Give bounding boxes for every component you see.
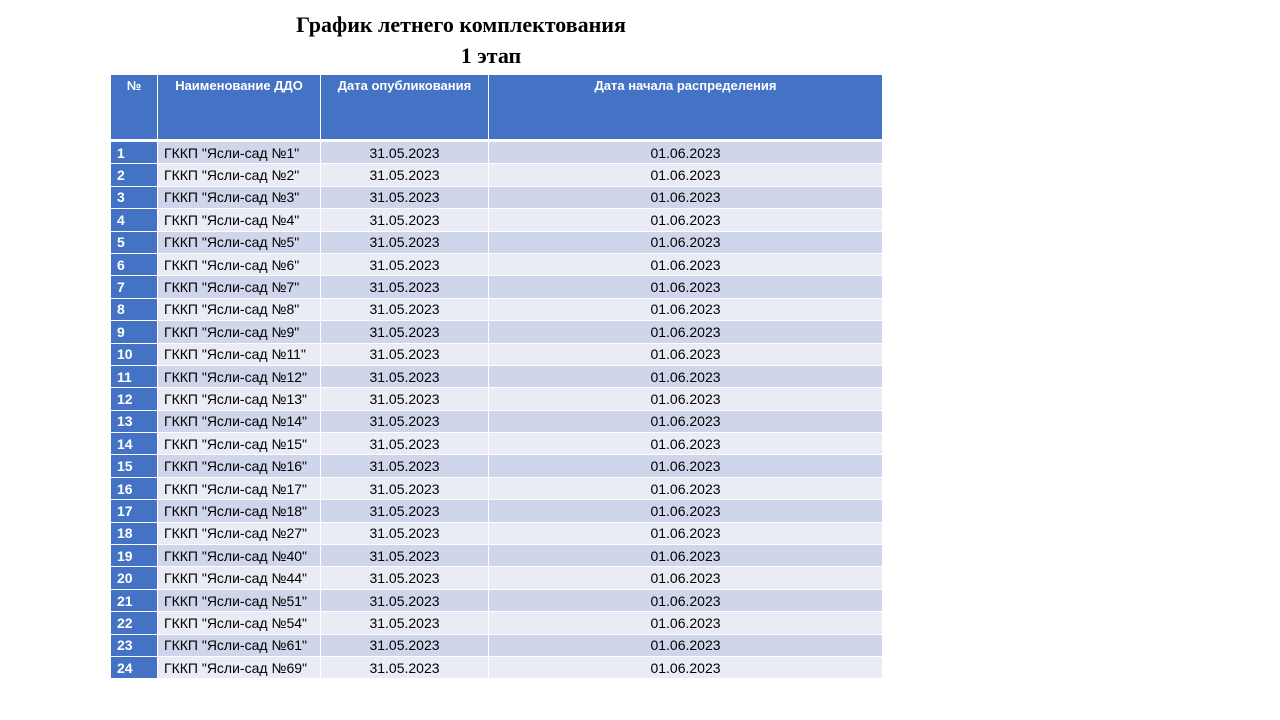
- kindergarten-name: ГККП "Ясли-сад №11": [158, 343, 321, 365]
- publish-date: 31.05.2023: [321, 209, 489, 231]
- table-row: [111, 231, 883, 253]
- start-date: 01.06.2023: [489, 567, 883, 589]
- publish-date: 31.05.2023: [321, 164, 489, 186]
- page-subtitle: 1 этап: [460, 43, 522, 68]
- publish-date: 31.05.2023: [321, 388, 489, 410]
- table-row: [111, 209, 883, 231]
- row-number: 19: [111, 545, 158, 567]
- table-row: [111, 164, 883, 186]
- row-number: 13: [111, 410, 158, 432]
- start-date: 01.06.2023: [489, 141, 883, 164]
- publish-date: 31.05.2023: [321, 276, 489, 298]
- publish-date: 31.05.2023: [321, 656, 489, 678]
- publish-date: 31.05.2023: [321, 522, 489, 544]
- header-start-date: Дата начала распределения: [489, 75, 883, 141]
- table-row: [111, 365, 883, 387]
- row-number: 4: [111, 209, 158, 231]
- publish-date: 31.05.2023: [321, 231, 489, 253]
- row-number: 5: [111, 231, 158, 253]
- row-number: 3: [111, 186, 158, 208]
- row-number: 7: [111, 276, 158, 298]
- table-row: [111, 545, 883, 567]
- row-number: 17: [111, 500, 158, 522]
- row-number: 14: [111, 433, 158, 455]
- table-row: [111, 433, 883, 455]
- table-row: [111, 522, 883, 544]
- kindergarten-name: ГККП "Ясли-сад №17": [158, 477, 321, 499]
- publish-date: 31.05.2023: [321, 141, 489, 164]
- kindergarten-name: ГККП "Ясли-сад №7": [158, 276, 321, 298]
- kindergarten-name: ГККП "Ясли-сад №16": [158, 455, 321, 477]
- kindergarten-name: ГККП "Ясли-сад №13": [158, 388, 321, 410]
- kindergarten-name: ГККП "Ясли-сад №69": [158, 656, 321, 678]
- row-number: 10: [111, 343, 158, 365]
- kindergarten-name: ГККП "Ясли-сад №51": [158, 589, 321, 611]
- kindergarten-name: ГККП "Ясли-сад №54": [158, 612, 321, 634]
- start-date: 01.06.2023: [489, 276, 883, 298]
- publish-date: 31.05.2023: [321, 410, 489, 432]
- start-date: 01.06.2023: [489, 186, 883, 208]
- row-number: 12: [111, 388, 158, 410]
- start-date: 01.06.2023: [489, 634, 883, 656]
- publish-date: 31.05.2023: [321, 455, 489, 477]
- header-number: №: [111, 75, 158, 141]
- start-date: 01.06.2023: [489, 477, 883, 499]
- schedule-table: [110, 74, 883, 679]
- table-row: [111, 589, 883, 611]
- table-row: [111, 321, 883, 343]
- start-date: 01.06.2023: [489, 321, 883, 343]
- start-date: 01.06.2023: [489, 433, 883, 455]
- kindergarten-name: ГККП "Ясли-сад №12": [158, 365, 321, 387]
- row-number: 15: [111, 455, 158, 477]
- table-body: [111, 141, 883, 679]
- table-row: [111, 455, 883, 477]
- start-date: 01.06.2023: [489, 410, 883, 432]
- table-row: [111, 634, 883, 656]
- start-date: 01.06.2023: [489, 164, 883, 186]
- table-row: [111, 186, 883, 208]
- row-number: 18: [111, 522, 158, 544]
- row-number: 21: [111, 589, 158, 611]
- kindergarten-name: ГККП "Ясли-сад №8": [158, 298, 321, 320]
- header-publish-date: Дата опубликования: [321, 75, 489, 141]
- table-row: [111, 276, 883, 298]
- publish-date: 31.05.2023: [321, 634, 489, 656]
- table-row: [111, 567, 883, 589]
- kindergarten-name: ГККП "Ясли-сад №27": [158, 522, 321, 544]
- kindergarten-name: ГККП "Ясли-сад №6": [158, 253, 321, 275]
- table-row: [111, 612, 883, 634]
- kindergarten-name: ГККП "Ясли-сад №44": [158, 567, 321, 589]
- kindergarten-name: ГККП "Ясли-сад №15": [158, 433, 321, 455]
- publish-date: 31.05.2023: [321, 567, 489, 589]
- kindergarten-name: ГККП "Ясли-сад №4": [158, 209, 321, 231]
- header-name: Наименование ДДО: [158, 75, 321, 141]
- row-number: 1: [111, 141, 158, 164]
- start-date: 01.06.2023: [489, 298, 883, 320]
- table-row: [111, 141, 883, 164]
- row-number: 2: [111, 164, 158, 186]
- start-date: 01.06.2023: [489, 545, 883, 567]
- kindergarten-name: ГККП "Ясли-сад №18": [158, 500, 321, 522]
- publish-date: 31.05.2023: [321, 321, 489, 343]
- start-date: 01.06.2023: [489, 589, 883, 611]
- publish-date: 31.05.2023: [321, 589, 489, 611]
- kindergarten-name: ГККП "Ясли-сад №5": [158, 231, 321, 253]
- row-number: 11: [111, 365, 158, 387]
- kindergarten-name: ГККП "Ясли-сад №40": [158, 545, 321, 567]
- publish-date: 31.05.2023: [321, 477, 489, 499]
- page-title: График летнего комплектования: [296, 12, 626, 37]
- row-number: 6: [111, 253, 158, 275]
- start-date: 01.06.2023: [489, 388, 883, 410]
- row-number: 8: [111, 298, 158, 320]
- kindergarten-name: ГККП "Ясли-сад №61": [158, 634, 321, 656]
- start-date: 01.06.2023: [489, 500, 883, 522]
- row-number: 20: [111, 567, 158, 589]
- start-date: 01.06.2023: [489, 253, 883, 275]
- publish-date: 31.05.2023: [321, 545, 489, 567]
- start-date: 01.06.2023: [489, 209, 883, 231]
- start-date: 01.06.2023: [489, 522, 883, 544]
- start-date: 01.06.2023: [489, 365, 883, 387]
- table-row: [111, 388, 883, 410]
- row-number: 23: [111, 634, 158, 656]
- kindergarten-name: ГККП "Ясли-сад №1": [158, 141, 321, 164]
- table-row: [111, 298, 883, 320]
- table-row: [111, 410, 883, 432]
- start-date: 01.06.2023: [489, 656, 883, 678]
- row-number: 16: [111, 477, 158, 499]
- table-row: [111, 656, 883, 678]
- table-row: [111, 500, 883, 522]
- kindergarten-name: ГККП "Ясли-сад №14": [158, 410, 321, 432]
- start-date: 01.06.2023: [489, 455, 883, 477]
- row-number: 24: [111, 656, 158, 678]
- start-date: 01.06.2023: [489, 231, 883, 253]
- publish-date: 31.05.2023: [321, 433, 489, 455]
- table-row: [111, 343, 883, 365]
- table-row: [111, 477, 883, 499]
- row-number: 22: [111, 612, 158, 634]
- publish-date: 31.05.2023: [321, 612, 489, 634]
- table-header-row: [111, 75, 883, 141]
- kindergarten-name: ГККП "Ясли-сад №3": [158, 186, 321, 208]
- table-row: [111, 253, 883, 275]
- start-date: 01.06.2023: [489, 343, 883, 365]
- publish-date: 31.05.2023: [321, 298, 489, 320]
- kindergarten-name: ГККП "Ясли-сад №9": [158, 321, 321, 343]
- publish-date: 31.05.2023: [321, 365, 489, 387]
- row-number: 9: [111, 321, 158, 343]
- publish-date: 31.05.2023: [321, 500, 489, 522]
- kindergarten-name: ГККП "Ясли-сад №2": [158, 164, 321, 186]
- publish-date: 31.05.2023: [321, 253, 489, 275]
- publish-date: 31.05.2023: [321, 343, 489, 365]
- publish-date: 31.05.2023: [321, 186, 489, 208]
- start-date: 01.06.2023: [489, 612, 883, 634]
